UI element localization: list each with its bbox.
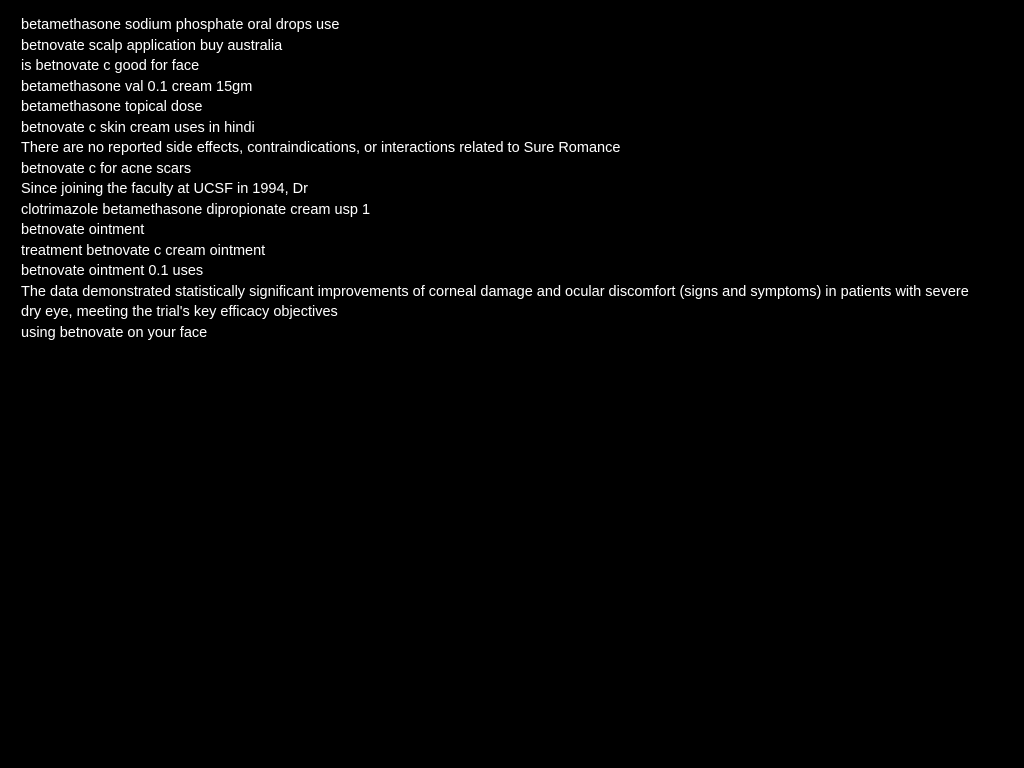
text-line: There are no reported side effects, contraindications, or interactions related to Sure Romance — [21, 140, 621, 156]
text-line: treatment betnovate c cream ointment — [21, 242, 266, 259]
text-line: using betnovate on your face — [21, 324, 208, 341]
text-line: betamethasone val 0.1 cream 15gm — [21, 78, 253, 95]
text-line: betnovate c for acne scars — [21, 160, 192, 177]
text-line: betnovate ointment 0.1 uses — [21, 263, 204, 279]
text-line: betnovate ointment — [21, 222, 145, 238]
text-line: The data demonstrated statistically significant improvements of corneal damage and ocular discomfort (signs and symptoms) in patients with severe dry eye, meeting the trial's key efficacy objectives — [21, 283, 969, 320]
text-list — [21, 15, 981, 343]
text-line: is betnovate c good for face — [21, 58, 200, 74]
text-line: clotrimazole betamethasone dipropionate cream usp 1 — [21, 201, 371, 218]
text-line: betnovate scalp application buy australia — [21, 37, 283, 54]
text-line: Since joining the faculty at UCSF in 1994, Dr — [21, 181, 308, 197]
text-line: betamethasone sodium phosphate oral drops use — [21, 17, 340, 33]
text-line: betnovate c skin cream uses in hindi — [21, 119, 255, 136]
text-line: betamethasone topical dose — [21, 99, 203, 115]
